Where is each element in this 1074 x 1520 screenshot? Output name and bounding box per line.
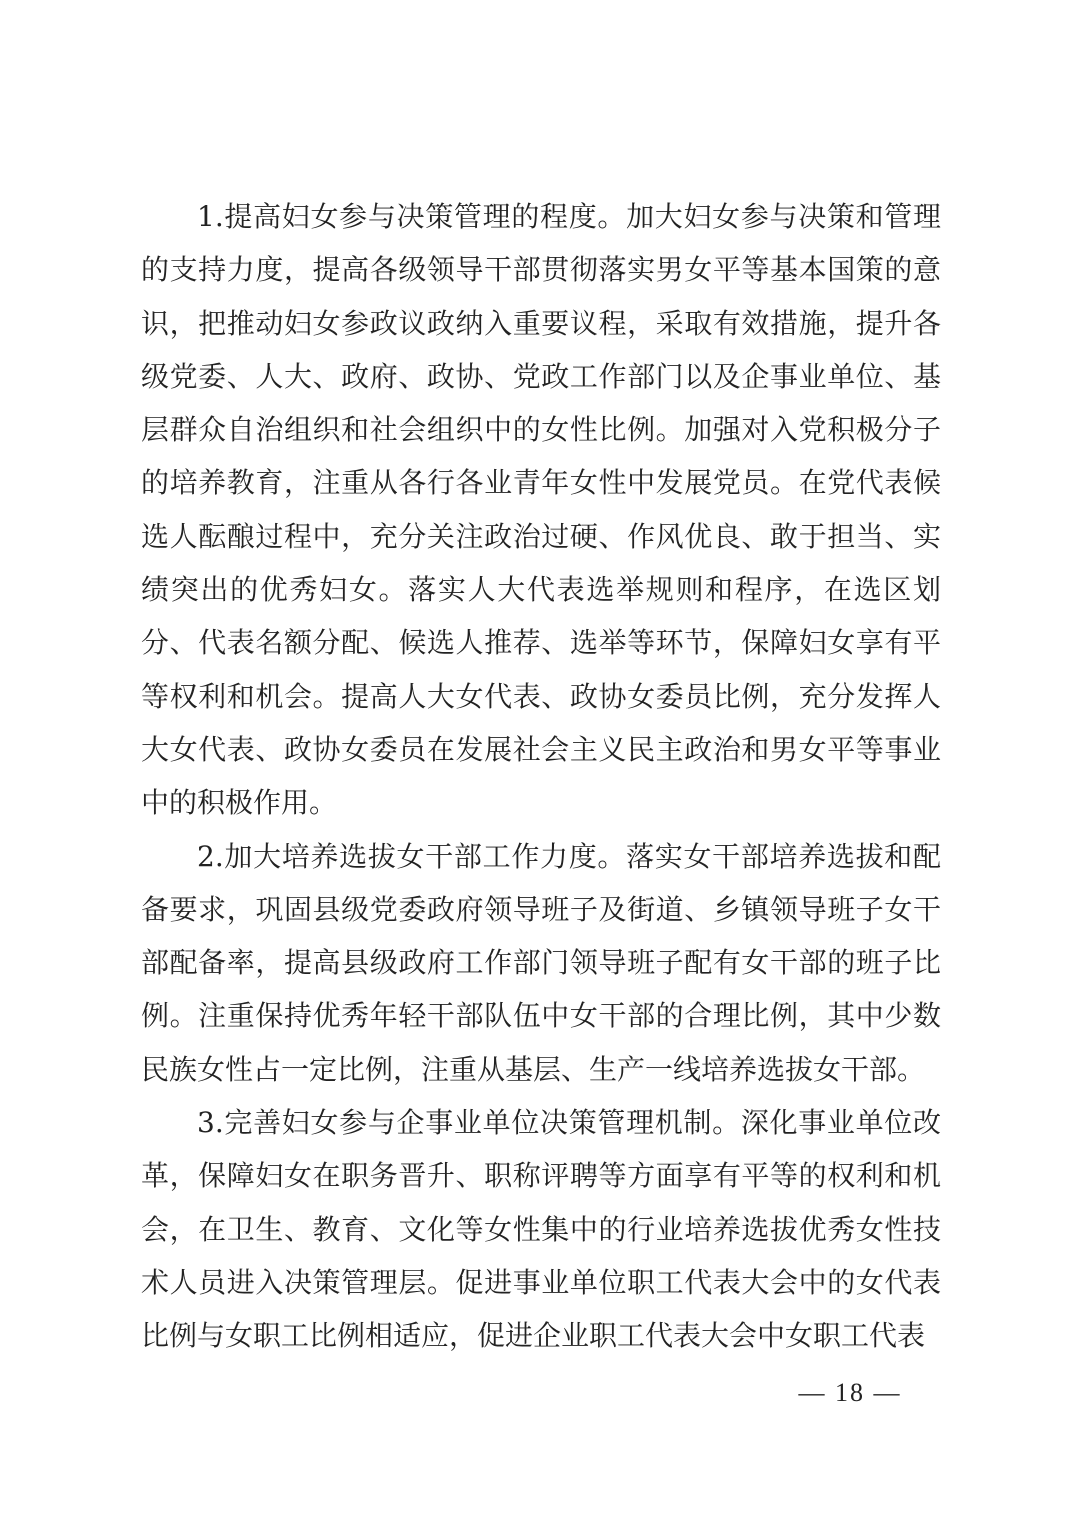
body-text: [141, 190, 941, 1363]
paragraph-2: 2.加大培养选拔女干部工作力度。落实女干部培养选拔和配备要求，巩固县级党委政府领导班子及街道、乡镇领导班子女干部配备率，提高县级政府工作部门领导班子配有女干部的班子比例。注重保持优秀年轻干部队伍中女干部的合理比例，其中少数民族女性占一定比例，注重从基层、生产一线培养选拔女干部。: [141, 839, 941, 1086]
page-number: — 18 —: [798, 1378, 902, 1407]
paragraph-3: 3.完善妇女参与企事业单位决策管理机制。深化事业单位改革，保障妇女在职务晋升、职称评聘等方面享有平等的权利和机会，在卫生、教育、文化等女性集中的行业培养选拔优秀女性技术人员进入决策管理层。促进事业单位职工代表大会中的女代表比例与女职工比例相适应，促进企业职工代表大会中女职工代表: [141, 1106, 941, 1353]
paragraph-1: 1.提高妇女参与决策管理的程度。加大妇女参与决策和管理的支持力度，提高各级领导干部贯彻落实男女平等基本国策的意识，把推动妇女参政议政纳入重要议程，采取有效措施，提升各级党委、人大、政府、政协、党政工作部门以及企事业单位、基层群众自治组织和社会组织中的女性比例。加强对入党积极分子的培养教育，注重从各行各业青年女性中发展党员。在党代表候选人酝酿过程中，充分关注政治过硬、作风优良、敢于担当、实绩突出的优秀妇女。落实人大代表选举规则和程序，在选区划分、代表名额分配、候选人推荐、选举等环节，保障妇女享有平等权利和机会。提高人大女代表、政协女委员比例，充分发挥人大女代表、政协女委员在发展社会主义民主政治和男女平等事业中的积极作用。: [141, 200, 941, 820]
